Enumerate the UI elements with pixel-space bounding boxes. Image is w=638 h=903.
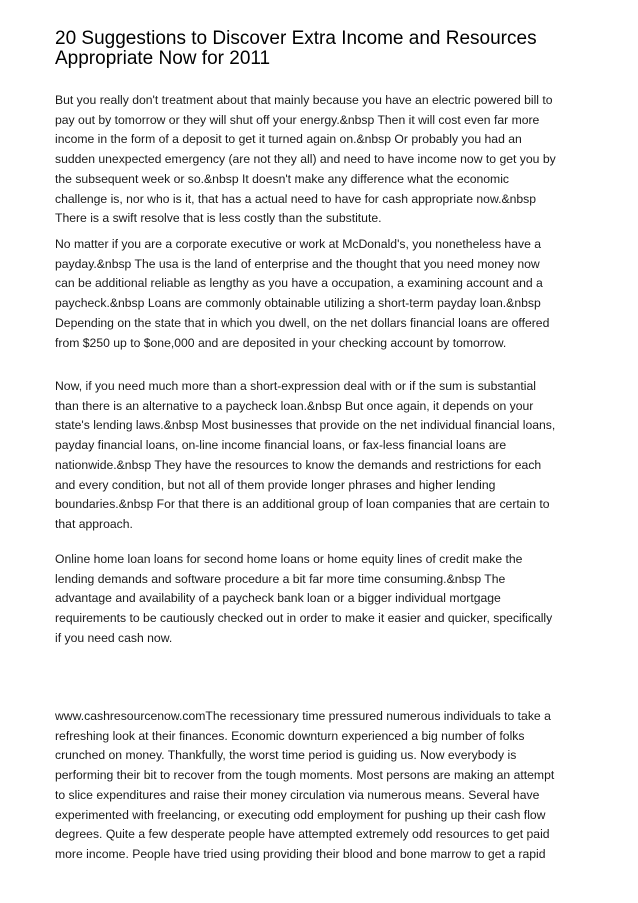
text-line: advantage and availability of a paycheck bank loan or a bigger individual mortgage: [55, 591, 501, 606]
text-line: nationwide.&nbsp They have the resources to know the demands and restrictions for each: [55, 457, 542, 472]
text-line: the subsequent week or so.&nbsp It doesn't make any difference what the economic: [55, 171, 509, 186]
text-line: performing their bit to recover from the tough moments. Most persons are making an attempt: [55, 768, 555, 783]
paragraph-3: [55, 377, 595, 535]
text-line: that approach.: [55, 516, 133, 531]
paragraph-5: [55, 707, 595, 865]
text-line: payday financial loans, on-line income financial loans, or fax-less financial loans are: [55, 438, 507, 453]
text-line: boundaries.&nbsp For that there is an additional group of loan companies that are certain to: [55, 497, 550, 512]
paragraph-1: [55, 91, 595, 229]
text-line: But you really don't treatment about that mainly because you have an electric powered bill to: [55, 93, 553, 107]
text-line: than there is an alternative to a paycheck loan.&nbsp But once again, it depends on your: [55, 398, 534, 413]
text-line: to slice expenditures and raise their money circulation via numerous means. Several have: [55, 787, 540, 802]
text-line: pay out by tomorrow or they will shut off your energy.&nbsp Then it will cost even far more: [55, 112, 540, 127]
text-line: if you need cash now.: [55, 630, 173, 645]
text-line: requirements to be cautiously checked out in order to make it easier and quicker, specifically: [55, 611, 553, 626]
text-line: No matter if you are a corporate executive or work at McDonald's, you nonetheless have a: [55, 237, 542, 251]
text-line: more income. People have tried using providing their blood and bone marrow to get a rapid: [55, 846, 546, 861]
document-title: [55, 29, 595, 69]
paragraph-2: [55, 235, 595, 353]
text-line: can be additional reliable as lengthy as you have a occupation, a examining account and a: [55, 276, 543, 291]
text-line: and every condition, but not all of them provide longer phrases and higher lending: [55, 477, 496, 492]
text-line: crunched on money. Thankfully, the worst time period is guiding us. Now everybody is: [55, 748, 517, 763]
text-line: Depending on the state that in which you dwell, on the net dollars financial loans are offered: [55, 315, 550, 330]
text-line: state's lending laws.&nbsp Most businesses that provide on the net individual financial loans,: [55, 418, 556, 433]
text-line: lending demands and software procedure a bit far more time consuming.&nbsp The: [55, 571, 506, 586]
text-line: experimented with freelancing, or executing odd employment for pushing up their cash flow: [55, 807, 546, 822]
text-line: www.cashresourcenow.comThe recessionary time pressured numerous individuals to take a: [55, 709, 551, 723]
text-line: payday.&nbsp The usa is the land of enterprise and the thought that you need money now: [55, 256, 540, 271]
text-line: paycheck.&nbsp Loans are commonly obtainable utilizing a short-term payday loan.&nbsp: [55, 296, 541, 311]
text-line: challenge is, nor who is it, that has a actual need to have for cash appropriate now.&nbsp: [55, 191, 537, 206]
text-line: sudden unexpected emergency (are not they all) and need to have income now to get you by: [55, 152, 556, 167]
title-line: Appropriate Now for 2011: [55, 48, 271, 69]
text-line: There is a swift resolve that is less costly than the substitute.: [55, 211, 382, 226]
text-line: Now, if you need much more than a short-expression deal with or if the sum is substantial: [55, 379, 536, 393]
text-line: from $250 up to $one,000 and are deposited in your checking account by tomorrow.: [55, 335, 507, 350]
text-line: refreshing look at their finances. Economic downturn experienced a big number of folks: [55, 728, 525, 743]
text-line: Online home loan loans for second home loans or home equity lines of credit make the: [55, 552, 523, 566]
title-line: 20 Suggestions to Discover Extra Income and Resources: [55, 28, 537, 49]
text-line: degrees. Quite a few desperate people have attempted extremely odd resources to get paid: [55, 827, 550, 842]
paragraph-4: [55, 550, 595, 649]
text-line: income in the form of a deposit to get it turned again on.&nbsp Or probably you had an: [55, 132, 522, 147]
